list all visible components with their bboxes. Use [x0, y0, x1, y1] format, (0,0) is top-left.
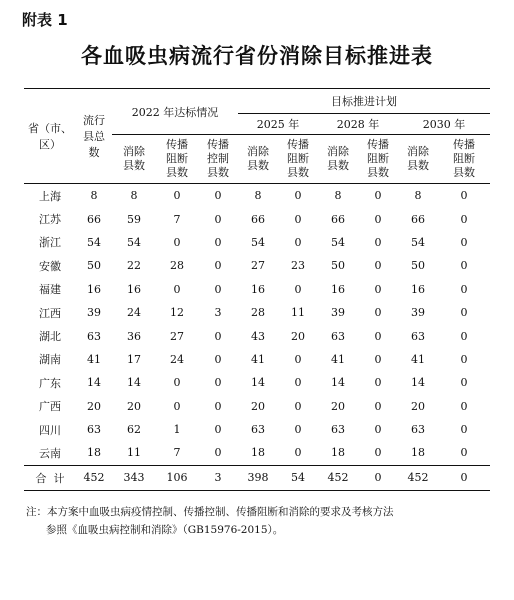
table-cell: 16	[251, 282, 266, 296]
province-name: 湖南	[39, 353, 61, 367]
table-cell: 0	[460, 399, 468, 413]
table-row	[24, 278, 490, 301]
table-cell: 20	[291, 329, 306, 343]
table-cell: 0	[460, 446, 468, 460]
table-row	[24, 371, 490, 394]
table-cell: 41	[411, 352, 426, 366]
footnote-line-2: 参照《血吸虫病控制和消除》（GB15976-2015）。	[46, 524, 284, 536]
table-cell: 0	[173, 282, 181, 296]
table-cell: 0	[214, 352, 222, 366]
province-name: 广东	[39, 376, 61, 390]
table-cell: 0	[214, 282, 222, 296]
table-cell: 452	[76, 465, 112, 490]
table-cell: 8	[254, 189, 262, 203]
elimination-target-table	[24, 88, 490, 491]
table-cell: 0	[214, 399, 222, 413]
table-cell: 54	[331, 235, 346, 249]
table-cell: 0	[214, 212, 222, 226]
table-cell: 0	[374, 235, 382, 249]
province-name: 浙江	[39, 236, 61, 250]
table-cell: 452	[318, 465, 358, 490]
table-cell: 0	[358, 465, 398, 490]
table-cell: 14	[251, 376, 266, 390]
table-cell: 50	[87, 259, 101, 273]
county-total-header: 流行 县总 数	[76, 89, 112, 184]
table-cell: 28	[251, 306, 266, 320]
province-name: 四川	[39, 423, 61, 437]
table-cell: 63	[331, 329, 346, 343]
table-cell: 63	[87, 329, 101, 343]
table-cell: 0	[294, 399, 302, 413]
province-name: 湖北	[39, 330, 61, 344]
table-cell: 63	[331, 423, 346, 437]
table-row	[24, 348, 490, 371]
table-cell: 0	[374, 446, 382, 460]
table-cell: 41	[251, 352, 266, 366]
table-cell: 20	[127, 399, 141, 413]
table-cell: 41	[87, 352, 101, 366]
table-cell: 0	[460, 423, 468, 437]
province-name: 江苏	[39, 213, 61, 227]
total-row	[24, 465, 490, 490]
table-cell: 63	[251, 423, 266, 437]
table-cell: 41	[331, 352, 346, 366]
table-cell: 54	[127, 235, 141, 249]
province-header: 省（市、 区）	[24, 89, 76, 184]
table-cell: 66	[87, 212, 101, 226]
appendix-label: 附表 1	[22, 11, 68, 29]
table-row	[24, 207, 490, 230]
table-cell: 0	[374, 423, 382, 437]
table-cell: 0	[214, 376, 222, 390]
table-cell: 8	[334, 189, 342, 203]
table-cell: 8	[414, 189, 422, 203]
table-cell: 0	[173, 189, 181, 203]
table-cell: 8	[90, 189, 98, 203]
table-cell: 27	[251, 259, 266, 273]
year-2030-header: 2030 年	[398, 114, 490, 135]
table-cell: 0	[214, 259, 222, 273]
year-2028-header: 2028 年	[318, 114, 398, 135]
page-title: 各血吸虫病流行省份消除目标推进表	[81, 44, 433, 68]
table-cell: 39	[411, 306, 426, 320]
table-cell: 0	[460, 306, 468, 320]
province-name: 云南	[39, 446, 61, 460]
table-cell: 0	[214, 446, 222, 460]
table-cell: 63	[411, 423, 426, 437]
table-cell: 66	[411, 212, 426, 226]
table-cell: 8	[130, 189, 138, 203]
province-name: 福建	[39, 283, 61, 297]
province-name: 广西	[39, 400, 61, 414]
table-cell: 50	[411, 259, 426, 273]
table-cell: 39	[87, 306, 101, 320]
table-row	[24, 418, 490, 441]
table-cell: 14	[411, 376, 426, 390]
table-cell: 0	[294, 282, 302, 296]
table-cell: 23	[291, 259, 306, 273]
table-cell: 0	[374, 212, 382, 226]
table-cell: 24	[127, 306, 141, 320]
table-cell: 0	[294, 446, 302, 460]
table-cell: 16	[331, 282, 346, 296]
table-cell: 66	[331, 212, 346, 226]
table-cell: 18	[411, 446, 426, 460]
table-cell: 12	[170, 306, 184, 320]
sub-header-eliminated: 消除 县数	[238, 135, 278, 184]
status-2022-header: 2022 年达标情况	[112, 89, 238, 135]
table-cell: 0	[374, 259, 382, 273]
table-cell: 0	[294, 376, 302, 390]
table-cell: 14	[331, 376, 346, 390]
sub-header-interrupted: 传播 阻断 县数	[156, 135, 198, 184]
table-row	[24, 324, 490, 347]
table-cell: 0	[294, 189, 302, 203]
sub-header-eliminated: 消除 县数	[318, 135, 358, 184]
table-cell: 14	[127, 376, 141, 390]
table-row	[24, 301, 490, 324]
table-cell: 50	[331, 259, 346, 273]
table-cell: 54	[411, 235, 426, 249]
plan-header: 目标推进计划	[238, 89, 490, 114]
table-cell: 0	[214, 329, 222, 343]
table-cell: 20	[87, 399, 101, 413]
table-cell: 0	[460, 212, 468, 226]
table-cell: 0	[374, 376, 382, 390]
table-cell: 0	[374, 352, 382, 366]
table-cell: 20	[331, 399, 346, 413]
table-cell: 62	[127, 423, 141, 437]
table-cell: 16	[127, 282, 141, 296]
table-row	[24, 441, 490, 465]
table-cell: 24	[170, 352, 184, 366]
table-cell: 343	[112, 465, 156, 490]
table-cell: 16	[411, 282, 426, 296]
table-cell: 1	[173, 423, 181, 437]
table-cell: 0	[374, 329, 382, 343]
sub-header-interrupted: 传播 阻断 县数	[438, 135, 490, 184]
table-row	[24, 184, 490, 208]
table-cell: 18	[251, 446, 266, 460]
table-cell: 0	[173, 376, 181, 390]
table-body	[24, 184, 490, 466]
table-cell: 0	[374, 189, 382, 203]
table-cell: 3	[214, 306, 222, 320]
province-name: 上海	[39, 189, 61, 203]
table-cell: 16	[87, 282, 101, 296]
table-cell: 0	[294, 423, 302, 437]
table-cell: 0	[460, 189, 468, 203]
table-cell: 39	[331, 306, 346, 320]
table-cell: 18	[87, 446, 101, 460]
table-cell: 20	[411, 399, 426, 413]
table-cell: 0	[214, 235, 222, 249]
table-cell: 0	[214, 423, 222, 437]
sub-header-eliminated: 消除 县数	[112, 135, 156, 184]
table-cell: 54	[251, 235, 266, 249]
table-cell: 0	[294, 212, 302, 226]
table-cell: 106	[156, 465, 198, 490]
table-cell: 0	[460, 235, 468, 249]
table-cell: 0	[374, 282, 382, 296]
table-cell: 43	[251, 329, 266, 343]
sub-header-interrupted: 传播 阻断 县数	[358, 135, 398, 184]
table-cell: 11	[291, 306, 306, 320]
table-cell: 0	[374, 399, 382, 413]
sub-header-controlled: 传播 控制 县数	[198, 135, 238, 184]
table-cell: 63	[411, 329, 426, 343]
table-cell: 7	[173, 446, 181, 460]
total-label: 合 计	[24, 465, 76, 490]
sub-header-eliminated: 消除 县数	[398, 135, 438, 184]
table-cell: 0	[460, 376, 468, 390]
province-name: 安徽	[39, 259, 61, 273]
table-cell: 20	[251, 399, 266, 413]
table-cell: 0	[460, 329, 468, 343]
table-row	[24, 254, 490, 277]
table-cell: 22	[127, 259, 141, 273]
footnote-line-1: 注：本方案中血吸虫病疫情控制、传播控制、传播阻断和消除的要求及考核方法	[26, 506, 394, 518]
table-cell: 66	[251, 212, 266, 226]
footnote	[26, 503, 394, 539]
table-cell: 3	[198, 465, 238, 490]
table-cell: 0	[294, 235, 302, 249]
table-cell: 452	[398, 465, 438, 490]
table-cell: 7	[173, 212, 181, 226]
table-cell: 27	[170, 329, 184, 343]
table-cell: 0	[460, 259, 468, 273]
table-cell: 54	[278, 465, 318, 490]
table-row	[24, 231, 490, 254]
sub-header-interrupted: 传播 阻断 县数	[278, 135, 318, 184]
table-cell: 0	[460, 352, 468, 366]
table-cell: 17	[127, 352, 141, 366]
table-cell: 28	[170, 259, 184, 273]
province-name: 江西	[39, 306, 61, 320]
table-cell: 0	[460, 282, 468, 296]
table-cell: 18	[331, 446, 346, 460]
table-cell: 0	[374, 306, 382, 320]
table-cell: 0	[214, 189, 222, 203]
table-cell: 0	[438, 465, 490, 490]
table-cell: 54	[87, 235, 101, 249]
year-2025-header: 2025 年	[238, 114, 318, 135]
table-row	[24, 395, 490, 418]
table-cell: 63	[87, 423, 101, 437]
table-cell: 59	[127, 212, 141, 226]
table-cell: 0	[173, 235, 181, 249]
table-cell: 0	[294, 352, 302, 366]
table-cell: 398	[238, 465, 278, 490]
table-cell: 36	[127, 329, 141, 343]
table-cell: 0	[173, 399, 181, 413]
table-cell: 14	[87, 376, 101, 390]
table-cell: 11	[127, 446, 141, 460]
